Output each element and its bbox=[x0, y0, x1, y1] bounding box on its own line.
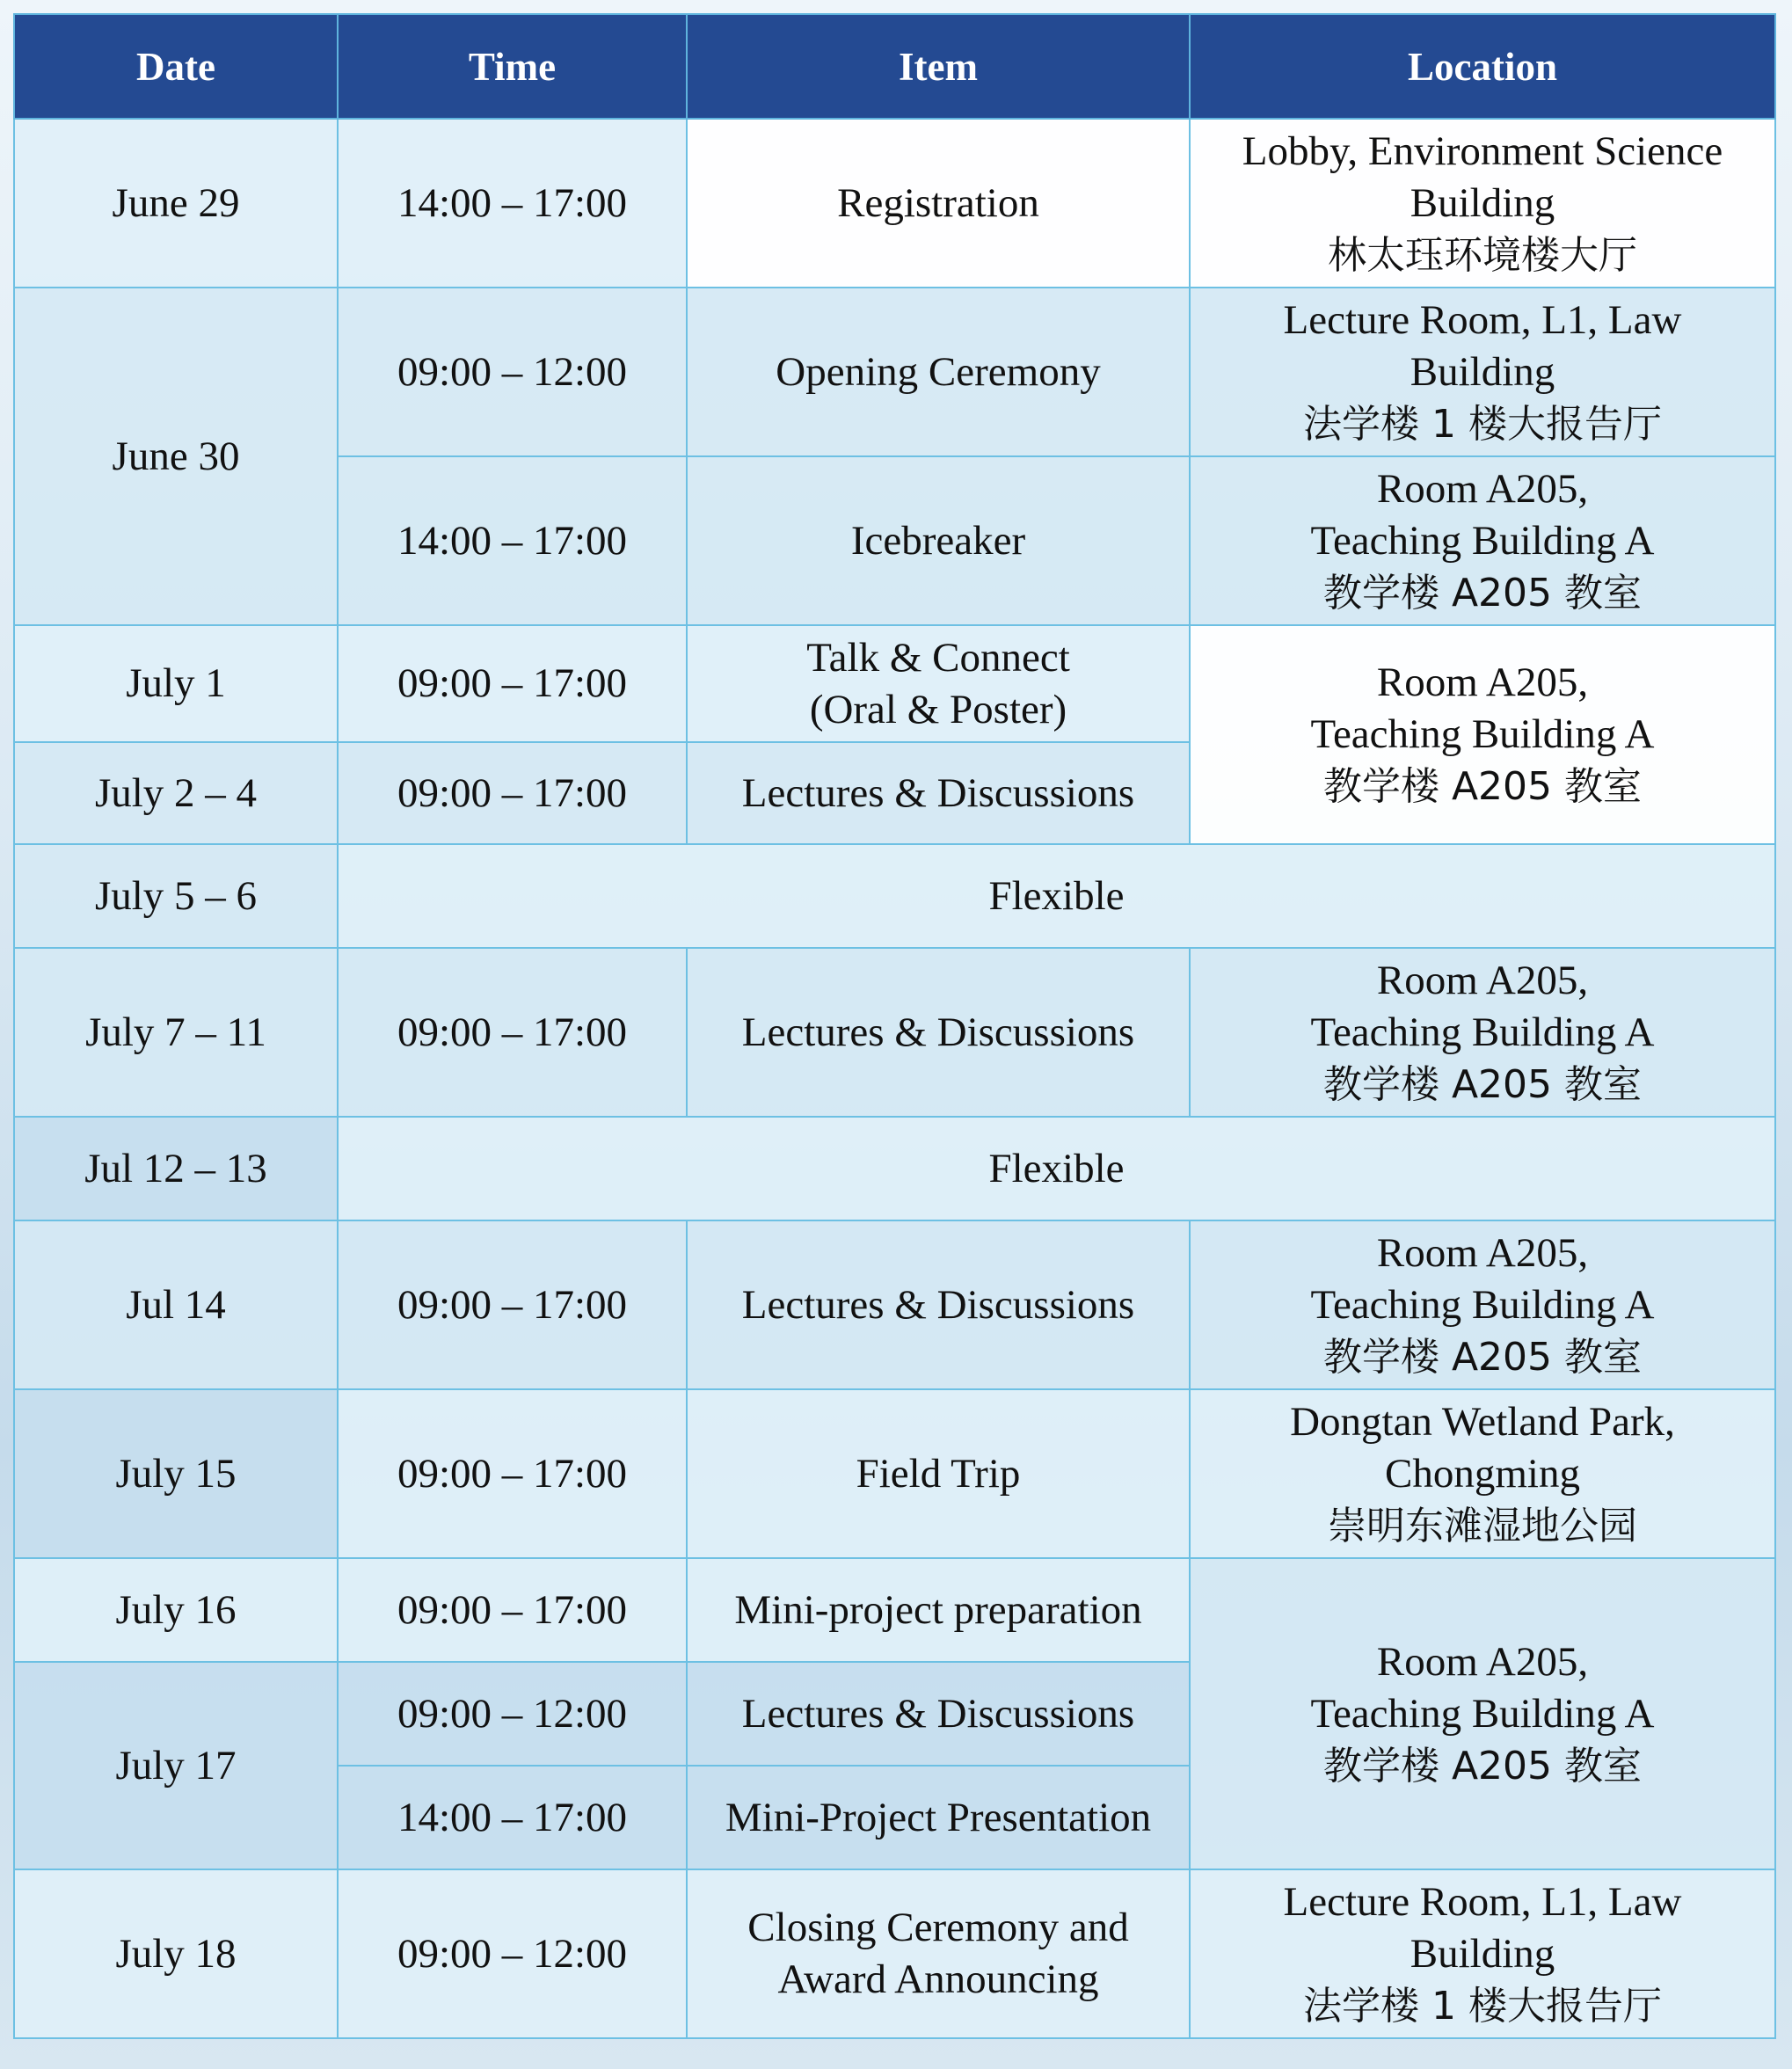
location-line: Room A205, bbox=[1376, 957, 1589, 1003]
location-line: Teaching Building A bbox=[1310, 517, 1655, 564]
time-cell: 14:00 – 17:00 bbox=[338, 456, 687, 625]
location-cell bbox=[1190, 119, 1775, 288]
time-cell: 09:00 – 17:00 bbox=[338, 1558, 687, 1662]
location-line: Teaching Building A bbox=[1310, 1009, 1655, 1055]
table-row bbox=[14, 948, 1775, 1117]
date-cell: July 15 bbox=[14, 1389, 338, 1558]
time-cell: 14:00 – 17:00 bbox=[338, 1766, 687, 1869]
item-cell: Opening Ceremony bbox=[687, 288, 1190, 456]
table-row bbox=[14, 1389, 1775, 1558]
location-line-chinese: 教学楼 A205 教室 bbox=[1322, 1061, 1643, 1107]
date-cell: Jul 12 – 13 bbox=[14, 1117, 338, 1220]
schedule-table-wrapper bbox=[13, 13, 1774, 2039]
location-line-chinese: 法学楼 1 楼大报告厅 bbox=[1303, 1983, 1662, 2029]
time-cell: 09:00 – 12:00 bbox=[338, 1662, 687, 1766]
item-line: Closing Ceremony and bbox=[747, 1905, 1129, 1950]
table-row bbox=[14, 119, 1775, 288]
location-cell bbox=[1190, 1389, 1775, 1558]
date-cell: July 17 bbox=[14, 1662, 338, 1869]
schedule-table bbox=[13, 13, 1776, 2039]
location-line-chinese: 教学楼 A205 教室 bbox=[1322, 764, 1643, 809]
location-line: Lecture Room, L1, Law bbox=[1283, 296, 1682, 343]
location-cell bbox=[1190, 1220, 1775, 1389]
time-cell: 09:00 – 17:00 bbox=[338, 1389, 687, 1558]
location-cell bbox=[1190, 625, 1775, 844]
header-row bbox=[14, 14, 1775, 119]
item-cell: Mini-project preparation bbox=[687, 1558, 1190, 1662]
location-line: Building bbox=[1410, 179, 1555, 226]
date-cell: June 30 bbox=[14, 288, 338, 625]
location-line: Chongming bbox=[1385, 1450, 1580, 1497]
item-cell: Lectures & Discussions bbox=[687, 1220, 1190, 1389]
location-line: Building bbox=[1410, 348, 1555, 395]
date-cell: Jul 14 bbox=[14, 1220, 338, 1389]
table-row bbox=[14, 1558, 1775, 1662]
location-line: Lobby, Environment Science bbox=[1242, 127, 1723, 174]
location-line-chinese: 教学楼 A205 教室 bbox=[1322, 570, 1643, 616]
location-cell bbox=[1190, 948, 1775, 1117]
date-cell: July 16 bbox=[14, 1558, 338, 1662]
table-row bbox=[14, 625, 1775, 742]
item-line: Talk & Connect bbox=[806, 634, 1070, 681]
header-date: Date bbox=[14, 14, 338, 119]
location-line-chinese: 林太珏环境楼大厅 bbox=[1328, 232, 1637, 278]
location-line: Room A205, bbox=[1376, 659, 1589, 705]
header-item: Item bbox=[687, 14, 1190, 119]
item-cell bbox=[687, 1869, 1190, 2038]
time-cell: 09:00 – 17:00 bbox=[338, 948, 687, 1117]
location-line: Dongtan Wetland Park, bbox=[1290, 1398, 1675, 1445]
time-cell: 09:00 – 12:00 bbox=[338, 288, 687, 456]
item-cell-flexible: Flexible bbox=[338, 844, 1775, 948]
item-cell: Mini-Project Presentation bbox=[687, 1766, 1190, 1869]
item-cell: Lectures & Discussions bbox=[687, 742, 1190, 844]
table-row bbox=[14, 844, 1775, 948]
location-line-chinese: 法学楼 1 楼大报告厅 bbox=[1303, 401, 1662, 447]
location-line-chinese: 教学楼 A205 教室 bbox=[1322, 1334, 1643, 1380]
table-row bbox=[14, 1869, 1775, 2038]
location-line: Room A205, bbox=[1376, 1229, 1589, 1276]
table-row bbox=[14, 1117, 1775, 1220]
location-line-chinese: 崇明东滩湿地公园 bbox=[1328, 1503, 1637, 1548]
header-time: Time bbox=[338, 14, 687, 119]
header-location: Location bbox=[1190, 14, 1775, 119]
table-row bbox=[14, 1220, 1775, 1389]
time-cell: 09:00 – 17:00 bbox=[338, 742, 687, 844]
location-line: Room A205, bbox=[1376, 1638, 1589, 1685]
date-cell: July 1 bbox=[14, 625, 338, 742]
date-cell: July 2 – 4 bbox=[14, 742, 338, 844]
location-line: Teaching Building A bbox=[1310, 1690, 1655, 1737]
location-line: Room A205, bbox=[1376, 465, 1589, 512]
location-line: Teaching Building A bbox=[1310, 1281, 1655, 1328]
item-line: Award Announcing bbox=[777, 1956, 1099, 2002]
date-cell: June 29 bbox=[14, 119, 338, 288]
date-cell: July 18 bbox=[14, 1869, 338, 2038]
location-cell bbox=[1190, 1869, 1775, 2038]
item-cell: Lectures & Discussions bbox=[687, 1662, 1190, 1766]
time-cell: 09:00 – 17:00 bbox=[338, 625, 687, 742]
item-cell-flexible: Flexible bbox=[338, 1117, 1775, 1220]
location-line: Building bbox=[1410, 1930, 1555, 1977]
item-cell: Icebreaker bbox=[687, 456, 1190, 625]
location-cell bbox=[1190, 456, 1775, 625]
location-line: Teaching Building A bbox=[1310, 711, 1655, 757]
location-cell bbox=[1190, 288, 1775, 456]
date-cell: July 5 – 6 bbox=[14, 844, 338, 948]
time-cell: 09:00 – 17:00 bbox=[338, 1220, 687, 1389]
table-row bbox=[14, 288, 1775, 456]
location-line: Lecture Room, L1, Law bbox=[1283, 1878, 1682, 1925]
item-line: (Oral & Poster) bbox=[809, 686, 1067, 732]
location-line-chinese: 教学楼 A205 教室 bbox=[1322, 1743, 1643, 1789]
item-cell: Field Trip bbox=[687, 1389, 1190, 1558]
time-cell: 09:00 – 12:00 bbox=[338, 1869, 687, 2038]
item-cell: Registration bbox=[687, 119, 1190, 288]
item-cell: Lectures & Discussions bbox=[687, 948, 1190, 1117]
time-cell: 14:00 – 17:00 bbox=[338, 119, 687, 288]
item-cell bbox=[687, 625, 1190, 742]
location-cell bbox=[1190, 1558, 1775, 1869]
date-cell: July 7 – 11 bbox=[14, 948, 338, 1117]
